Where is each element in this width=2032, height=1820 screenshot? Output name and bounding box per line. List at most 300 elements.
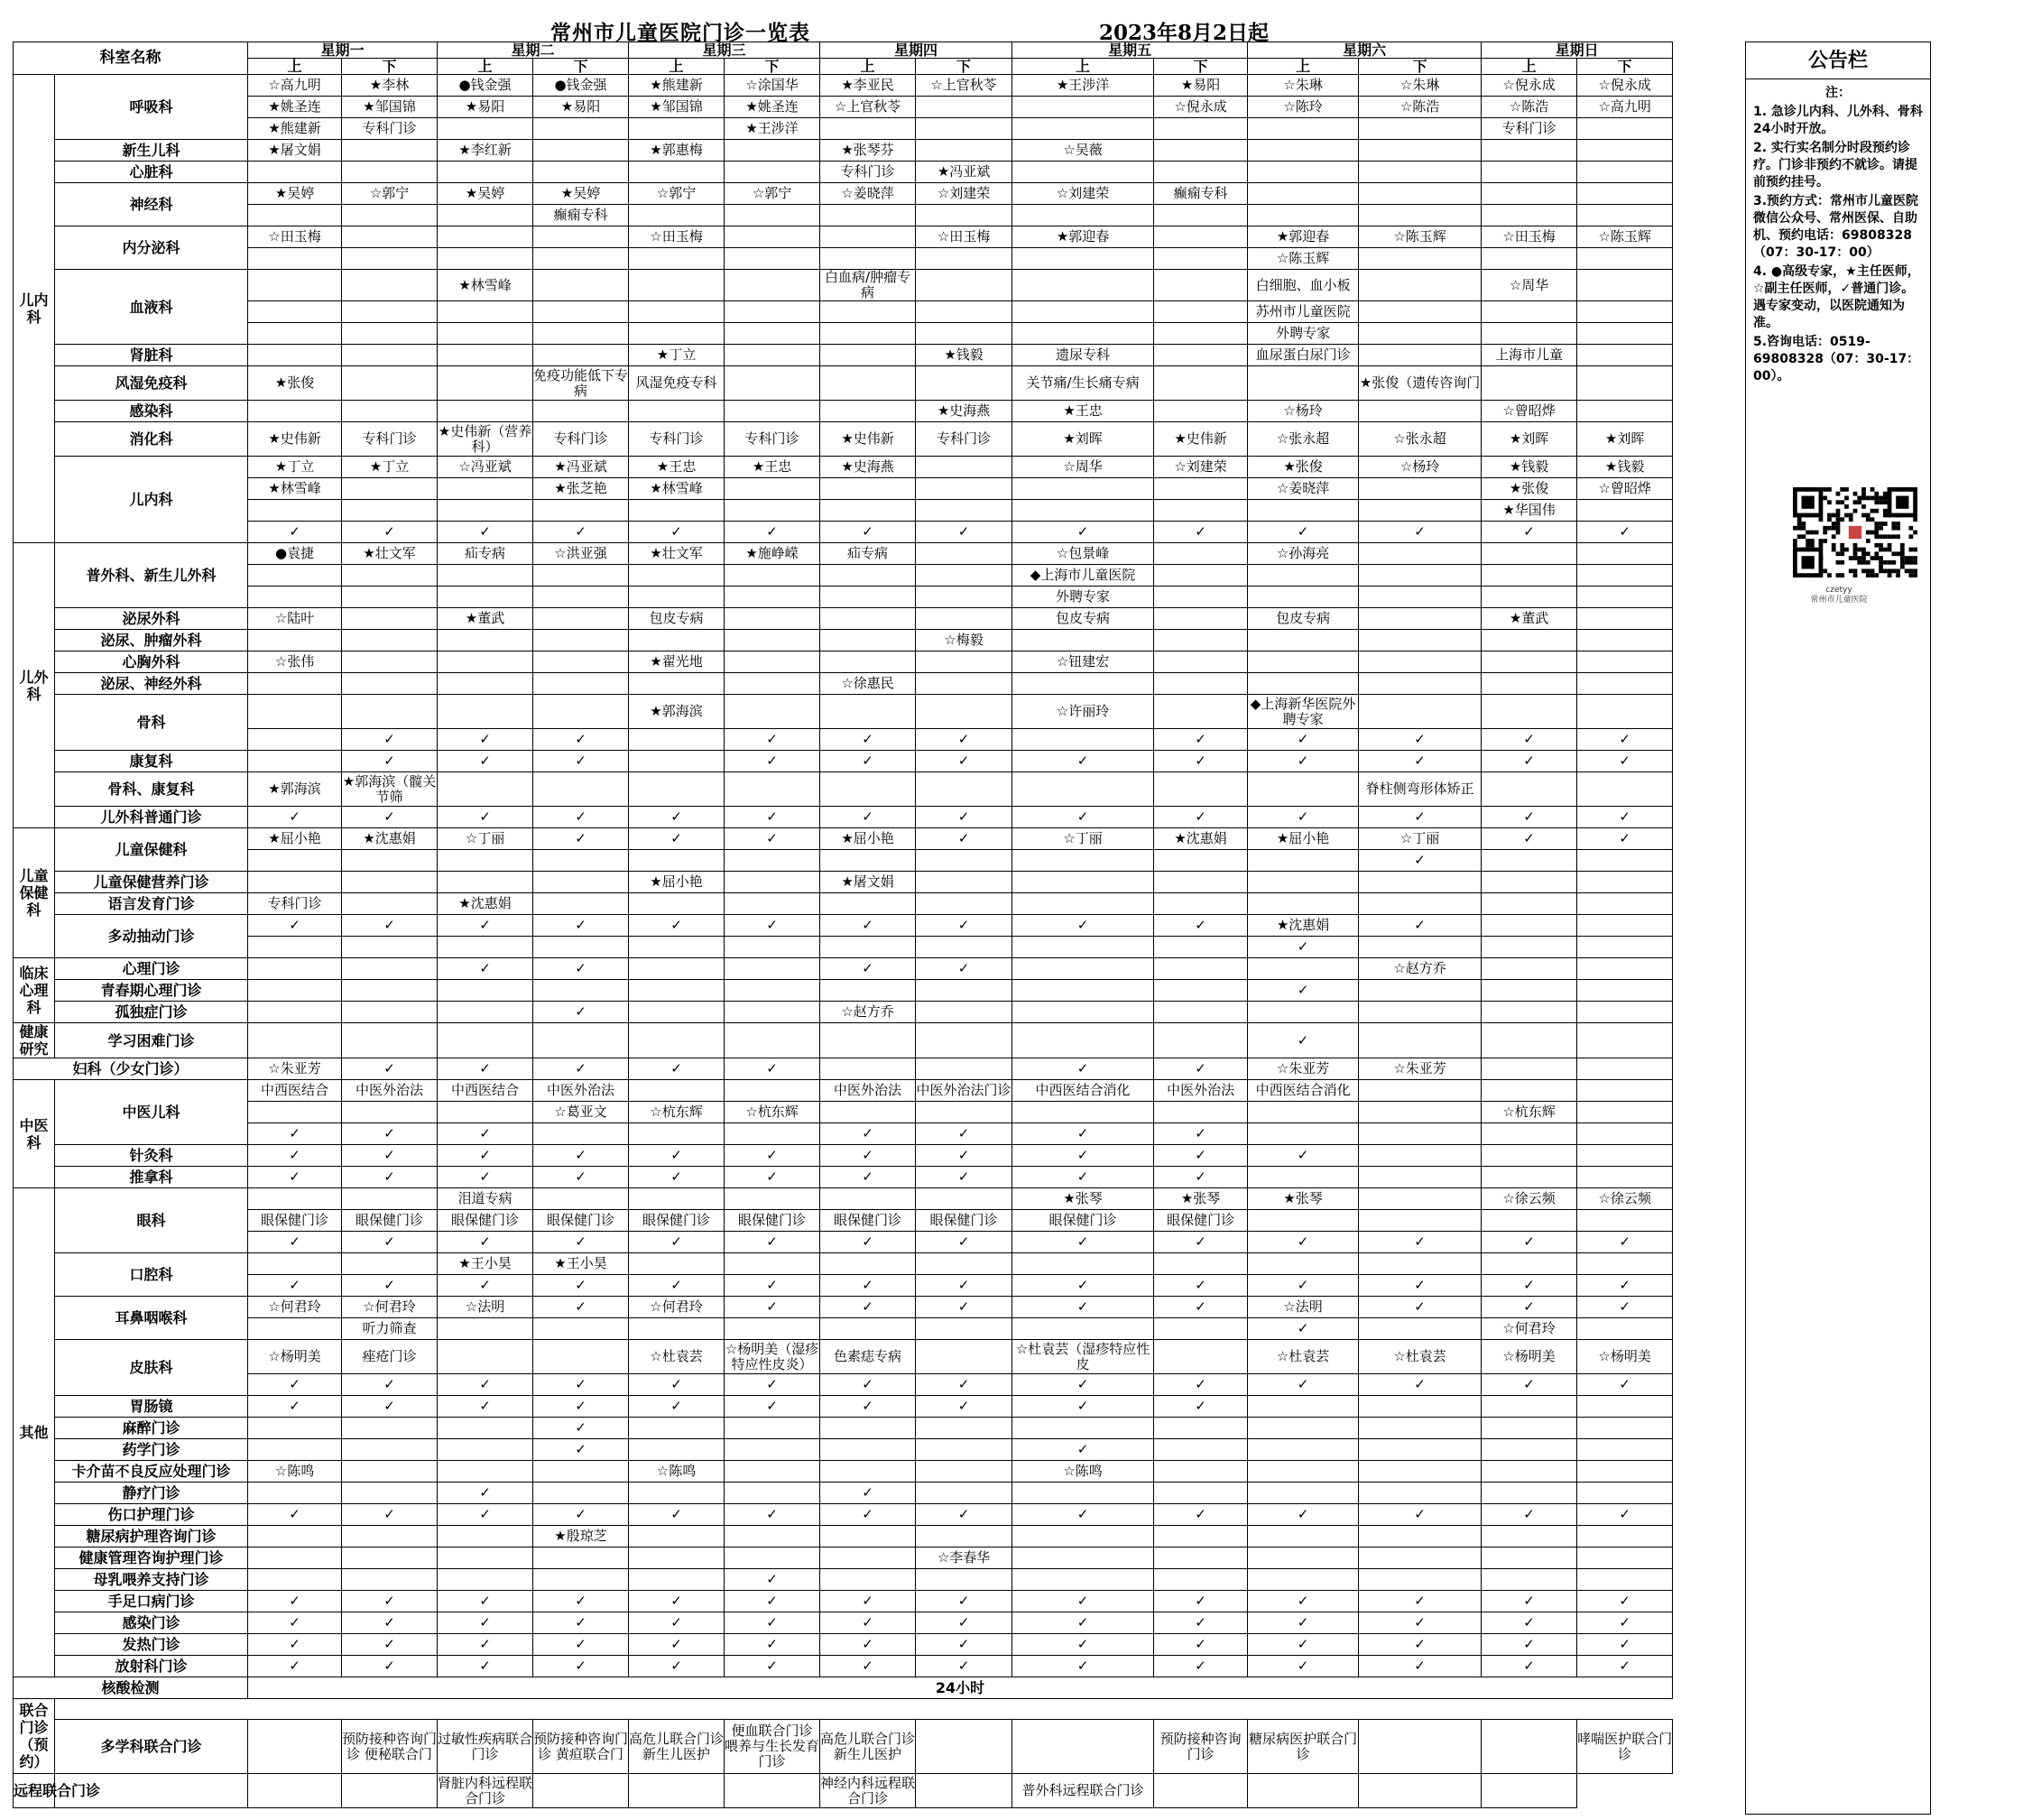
qr-module [1840,573,1844,577]
schedule-cell: ★郭海滨 [248,772,342,807]
qr-module [1840,500,1844,504]
qr-module [1874,531,1879,535]
schedule-cell: 哮喘医护联合门诊 [1577,1720,1673,1774]
schedule-cell: ✓ [1248,1023,1359,1058]
schedule-cell: ✓ [1359,807,1482,828]
schedule-cell [820,1569,916,1591]
schedule-cell: ☆许丽玲 [1012,695,1154,729]
schedule-cell: ✓ [1248,1504,1359,1526]
schedule-cell [248,345,342,366]
dept-name: 儿童保健科 [55,828,248,872]
schedule-cell [629,248,725,270]
dept-name: 卡介苗不良反应处理门诊 [55,1461,248,1483]
schedule-cell: ✓ [916,1167,1012,1188]
schedule-cell [533,893,629,915]
qr-logo [1849,526,1861,539]
schedule-cell [725,565,820,587]
table-row [14,1461,1673,1483]
schedule-cell [1248,1396,1359,1418]
schedule-cell [1154,1547,1248,1569]
schedule-cell [629,270,725,301]
afternoon-header: 下 [533,59,629,75]
schedule-cell: ✓ [820,1591,916,1612]
qr-module [1879,496,1883,501]
schedule-cell [342,673,438,695]
schedule-cell [1577,772,1673,807]
schedule-cell [1359,345,1482,366]
schedule-cell [725,673,820,695]
schedule-cell: ☆姜晓萍 [820,183,916,205]
schedule-cell: ☆倪永成 [1577,75,1673,97]
schedule-cell: ✓ [1012,1232,1154,1253]
schedule-cell [1359,478,1482,500]
schedule-cell: ✓ [1248,522,1359,543]
schedule-cell [1359,301,1482,323]
table-row [14,1188,1673,1210]
schedule-cell: 包皮专病 [1248,608,1359,630]
qr-module [1823,568,1827,573]
schedule-cell: ✓ [1012,1504,1154,1526]
schedule-cell: ✓ [342,1374,438,1396]
schedule-cell: ☆赵方乔 [820,1002,916,1023]
qr-module [1836,500,1841,504]
table-row [14,366,1673,401]
schedule-cell [342,1569,438,1591]
schedule-cell [1154,1102,1248,1123]
schedule-cell: ★丁立 [629,345,725,366]
qr-module [1836,531,1841,535]
schedule-cell [1248,565,1359,587]
qr-module [1827,517,1832,522]
morning-header: 上 [1012,59,1154,75]
schedule-cell: ✓ [629,1058,725,1080]
schedule-cell [248,1023,342,1058]
schedule-cell [916,1318,1012,1340]
qr-module [1888,548,1892,552]
dept-name: 肾脏科 [55,345,248,366]
qr-module [1900,565,1905,569]
schedule-cell [248,1188,342,1210]
schedule-cell: ✓ [533,1591,629,1612]
schedule-cell [725,248,820,270]
schedule-cell: ☆陈浩 [1359,97,1482,118]
schedule-cell: ✓ [916,1656,1012,1677]
qr-module [1853,548,1858,552]
qr-module [1888,560,1892,565]
schedule-cell [1482,1396,1577,1418]
schedule-cell: ☆吴薇 [1012,140,1154,162]
qr-module [1874,556,1879,560]
schedule-cell: ✓ [438,1232,533,1253]
schedule-cell [916,695,1012,729]
schedule-cell [1359,937,1482,958]
qr-module [1883,496,1888,501]
schedule-cell: ✓ [725,1232,820,1253]
schedule-cell [1577,1102,1673,1123]
schedule-cell: ✓ [820,729,916,751]
schedule-cell [1248,183,1359,205]
dept-name: 针灸科 [55,1145,248,1167]
schedule-cell: ✓ [1154,729,1248,751]
schedule-cell [248,270,342,301]
schedule-cell [248,850,342,872]
schedule-cell: ★吴婷 [533,183,629,205]
qr-module [1908,548,1913,552]
schedule-cell [438,980,533,1002]
schedule-cell [438,323,533,345]
qr-module [1840,548,1844,552]
qr-module [1888,568,1892,573]
schedule-cell: ☆刘建荣 [1012,183,1154,205]
qr-module [1874,522,1879,526]
schedule-cell [1248,772,1359,807]
schedule-cell: ✓ [629,1275,725,1297]
schedule-cell: ☆包景峰 [1012,543,1154,565]
schedule-cell [1482,248,1577,270]
schedule-cell [1482,543,1577,565]
schedule-cell [342,270,438,301]
schedule-cell: ✓ [1248,1232,1359,1253]
schedule-cell [916,651,1012,673]
table-row [14,1102,1673,1123]
schedule-cell: ✓ [916,729,1012,751]
schedule-cell [438,1547,533,1569]
schedule-cell: ✓ [248,1634,342,1656]
schedule-cell [725,587,820,608]
schedule-cell [342,1461,438,1483]
qr-module [1840,517,1844,522]
schedule-cell: ✓ [533,1167,629,1188]
schedule-cell [916,1461,1012,1483]
schedule-cell: ✓ [916,1634,1012,1656]
schedule-cell: ☆陈浩 [1482,97,1577,118]
qr-module [1815,531,1819,535]
schedule-cell [725,1547,820,1569]
qr-module [1908,526,1913,531]
dept-name: 心脏科 [55,162,248,183]
schedule-cell [248,1569,342,1591]
schedule-cell [725,980,820,1002]
schedule-cell: ✓ [1577,1634,1673,1656]
schedule-cell [820,850,916,872]
table-row [14,872,1673,893]
schedule-cell: ☆郭宁 [725,183,820,205]
schedule-cell: ★史海燕 [916,401,1012,422]
qr-module [1832,534,1836,539]
schedule-cell [342,500,438,522]
schedule-cell [1577,183,1673,205]
schedule-cell [342,345,438,366]
dept-name: 青春期心理门诊 [55,980,248,1002]
schedule-cell [438,345,533,366]
schedule-cell: ★刘晖 [1482,422,1577,457]
schedule-cell [1482,850,1577,872]
qr-module [1874,500,1879,504]
qr-module [1913,560,1917,565]
schedule-cell [248,301,342,323]
schedule-cell: 中医外治法 [342,1080,438,1102]
schedule-cell [1577,401,1673,422]
schedule-cell [629,1439,725,1461]
dept-name: 中医儿科 [55,1080,248,1145]
schedule-cell [1359,183,1482,205]
schedule-cell: ★钱毅 [1482,457,1577,478]
schedule-cell: ✓ [342,915,438,937]
schedule-cell: ✓ [248,1591,342,1612]
schedule-cell [342,1418,438,1439]
schedule-cell [1154,162,1248,183]
schedule-cell [1577,1439,1673,1461]
schedule-cell [438,1318,533,1340]
schedule-cell [1482,1080,1577,1102]
schedule-cell [629,1547,725,1569]
schedule-cell: ★屠文娟 [248,140,342,162]
schedule-cell [342,872,438,893]
schedule-cell: ★丁立 [248,457,342,478]
schedule-cell: ✓ [820,751,916,772]
qr-module [1832,526,1836,531]
table-row [14,401,1673,422]
table-row [14,937,1673,958]
schedule-cell: ✓ [1248,1145,1359,1167]
table-row [14,1297,1673,1318]
schedule-cell: ★熊建新 [248,118,342,140]
table-row [14,543,1673,565]
afternoon-header: 下 [1577,59,1673,75]
schedule-cell: ★郭迎春 [1248,226,1359,248]
schedule-cell: ✓ [533,1439,629,1461]
schedule-cell [629,1188,725,1210]
schedule-cell: ✓ [1248,1656,1359,1677]
schedule-cell [533,1123,629,1145]
schedule-cell [1577,1253,1673,1275]
qr-module [1870,517,1875,522]
schedule-cell: ✓ [1248,980,1359,1002]
table-row [14,958,1673,980]
schedule-cell: ★郭惠梅 [629,140,725,162]
qr-module [1844,496,1849,501]
schedule-cell: ✓ [725,729,820,751]
schedule-cell: ✓ [1012,1656,1154,1677]
schedule-cell: ✓ [1154,1167,1248,1188]
schedule-cell: ✓ [629,1634,725,1656]
schedule-cell: ★王小昊 [533,1253,629,1275]
schedule-cell: ✓ [1154,1634,1248,1656]
schedule-cell: ✓ [1577,1612,1673,1634]
schedule-cell: ★沈惠娟 [342,828,438,850]
qr-module [1908,568,1913,573]
schedule-cell [1012,1253,1154,1275]
schedule-cell [1482,630,1577,651]
schedule-cell [1359,1023,1482,1058]
schedule-cell: ★易阳 [533,97,629,118]
header-row-days [14,42,1673,59]
category-label: 儿童保健科 [14,828,55,958]
schedule-cell [248,980,342,1002]
schedule-cell: ✓ [248,915,342,937]
schedule-cell: 专科门诊 [916,422,1012,457]
table-row [14,695,1673,729]
schedule-cell [1248,850,1359,872]
table-row [14,850,1673,872]
table-row [14,500,1673,522]
schedule-cell: ✓ [1482,1634,1577,1656]
schedule-cell [248,323,342,345]
schedule-cell [533,301,629,323]
schedule-cell: ✓ [342,1504,438,1526]
schedule-cell [1482,1023,1577,1058]
schedule-cell [1359,162,1482,183]
schedule-cell: ✓ [438,915,533,937]
schedule-cell [916,205,1012,226]
table-row [14,1145,1673,1167]
schedule-cell [629,751,725,772]
schedule-cell: ☆朱亚芳 [1248,1058,1359,1080]
schedule-cell: 高危儿联合门诊 新生儿医护 [629,1720,725,1774]
schedule-cell [438,118,533,140]
schedule-cell: 专科门诊 [820,162,916,183]
qr-module [1819,539,1824,543]
schedule-cell [1482,162,1577,183]
schedule-cell [1359,1145,1482,1167]
schedule-cell [1577,695,1673,729]
schedule-cell: ✓ [1482,1275,1577,1297]
dept-name: 康复科 [55,751,248,772]
schedule-cell [725,958,820,980]
schedule-cell: ☆上官秋苓 [820,97,916,118]
schedule-cell [1577,587,1673,608]
table-row [14,1526,1673,1547]
schedule-cell [1577,366,1673,401]
schedule-cell [533,608,629,630]
schedule-cell: ★姚圣连 [725,97,820,118]
table-row [14,772,1673,807]
schedule-cell [1012,118,1154,140]
schedule-cell: ★钱毅 [916,345,1012,366]
table-row [14,183,1673,205]
schedule-cell [533,565,629,587]
schedule-cell [342,850,438,872]
qr-module [1874,526,1879,531]
schedule-cell [725,1023,820,1058]
schedule-cell [248,1774,342,1808]
schedule-cell [916,323,1012,345]
qr-module [1896,568,1900,573]
schedule-cell: ✓ [916,1123,1012,1145]
dept-name: 泌尿、神经外科 [55,673,248,695]
schedule-cell [1577,500,1673,522]
dept-nucleic-test: 核酸检测 [14,1677,248,1699]
schedule-cell: ✓ [248,807,342,828]
table-row [14,630,1673,651]
qr-module [1883,560,1888,565]
schedule-cell [629,162,725,183]
schedule-cell: ★李林 [342,75,438,97]
schedule-cell [1577,673,1673,695]
qr-module [1874,509,1879,513]
table-row [14,226,1673,248]
table-row [14,118,1673,140]
qr-module [1866,568,1870,573]
qr-module [1866,517,1870,522]
schedule-cell: ✓ [820,1656,916,1677]
table-row [14,1210,1673,1232]
qr-caption [1764,586,1914,605]
schedule-cell [1359,695,1482,729]
schedule-cell [1482,915,1577,937]
schedule-cell [725,1483,820,1504]
schedule-cell [1577,162,1673,183]
schedule-cell: ★王涉洋 [725,118,820,140]
schedule-cell [1012,1569,1154,1591]
schedule-cell: ★屈小艳 [820,828,916,850]
schedule-cell: ☆陈鸣 [1012,1461,1154,1483]
schedule-cell [342,248,438,270]
schedule-cell: ★张琴 [1248,1188,1359,1210]
schedule-cell [1359,1123,1482,1145]
schedule-cell: ★殷琼芝 [533,1526,629,1547]
schedule-cell [1359,323,1482,345]
schedule-cell [438,1461,533,1483]
schedule-cell: ✓ [533,522,629,543]
schedule-cell: ✓ [1012,807,1154,828]
schedule-cell: ✓ [533,915,629,937]
schedule-cell [916,97,1012,118]
table-row [14,1275,1673,1297]
schedule-cell: ✓ [1248,937,1359,958]
schedule-cell [1577,1080,1673,1102]
dept-name: 麻醉门诊 [55,1418,248,1439]
schedule-cell [438,1340,533,1374]
schedule-cell: ✓ [629,1591,725,1612]
schedule-cell [438,1439,533,1461]
schedule-cell: ✓ [248,1396,342,1418]
schedule-cell: ✓ [1012,1275,1154,1297]
schedule-cell: ★张俊 [248,366,342,401]
schedule-cell: ☆孙海亮 [1248,543,1359,565]
schedule-cell [725,651,820,673]
qr-module [1853,509,1858,513]
schedule-cell [438,937,533,958]
schedule-cell [820,980,916,1002]
schedule-cell [1482,772,1577,807]
schedule-cell: ★林雪峰 [248,478,342,500]
schedule-cell [1482,1418,1577,1439]
schedule-cell [820,366,916,401]
qr-module [1840,543,1844,548]
qr-module [1883,522,1888,526]
qr-module [1888,573,1892,577]
schedule-cell: ★屈小艳 [629,872,725,893]
schedule-cell [916,1483,1012,1504]
schedule-cell [1482,323,1577,345]
schedule-cell: ●袁捷 [248,543,342,565]
schedule-cell: ✓ [1577,807,1673,828]
qr-module [1793,526,1797,531]
table-row [14,1232,1673,1253]
qr-module [1861,548,1866,552]
schedule-cell: ☆高九明 [248,75,342,97]
qr-module [1883,500,1888,504]
schedule-cell [248,1483,342,1504]
dept-name: 放射科门诊 [55,1656,248,1677]
schedule-cell [629,850,725,872]
schedule-cell: ★王忠 [629,457,725,478]
schedule-cell [629,401,725,422]
schedule-cell [1577,915,1673,937]
schedule-cell: ☆朱亚芳 [1359,1058,1482,1080]
notice-line: 3.预约方式：常州市儿童医院微信公众号、常州医保、自助机、预约电话：69808328（07：30-17：00） [1753,194,1919,260]
